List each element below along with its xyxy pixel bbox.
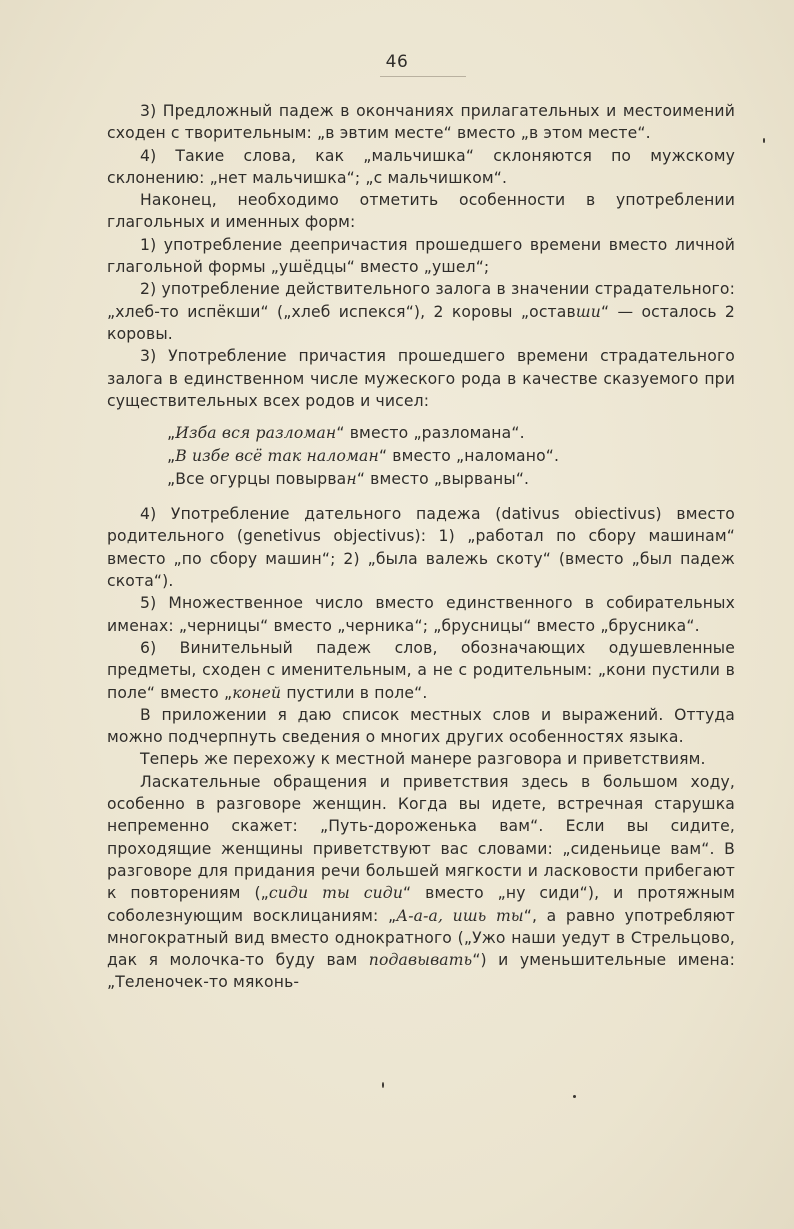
italic-text-run: н xyxy=(346,470,357,489)
quote-line xyxy=(107,445,735,468)
paragraphs-after xyxy=(107,503,735,994)
text-run: В приложении я даю список местных слов и выражений. Оттуда можно подчерпнуть сведения о многих других особенностях языка. xyxy=(107,705,735,747)
paragraph xyxy=(107,503,735,592)
italic-text-run: А-а-а, ишь ты xyxy=(396,906,524,925)
text-run: “ вместо „вырваны“. xyxy=(356,470,530,489)
text-run: 5) Множественное число вместо единственного в собирательных именах: „черницы“ вместо „черника“; „брусницы“ вместо „брусника“. xyxy=(107,594,735,635)
text-run: „ xyxy=(167,424,176,443)
italic-text-run: подавывать xyxy=(368,951,473,970)
text-run: Наконец, необходимо отметить особенности в употреблении глагольных и именных форм: xyxy=(107,191,735,232)
text-run: „Все огурцы повырва xyxy=(167,470,347,489)
paragraphs-before xyxy=(107,100,735,412)
paragraph xyxy=(107,234,735,279)
paragraph xyxy=(107,100,735,145)
text-run: 6) Винительный падеж слов, обозначающих одушевленные предметы, сходен с именительным, а не с родительным: „кони пустили в поле“ вместо „ xyxy=(107,638,735,702)
quote-line xyxy=(107,468,735,491)
text-run: “ вместо „наломано“. xyxy=(378,447,560,466)
text-run: 2) употребление действительного залога в значении страдательного: „хлеб-то испёкши“ („хлеб испекся“), 2 коровы „остав xyxy=(107,280,735,321)
text-run: Ласкательные обращения и приветствия здесь в большом ходу, особенно в разговоре женщин. Когда вы идете, встречная старушка непременно скажет: „Путь-дороженька вам“. Если вы сидите, проходящие женщины приветствуют вас словами: „сиденьице вам“. В разговоре для придания речи большей мягкости и ласковости прибегают к повторениям („ xyxy=(107,772,735,903)
text-run: 3) Употребление причастия прошедшего времени страдательного залога в единственном числе мужеского рода в качестве сказуемого при существительных всех родов и чисел: xyxy=(107,347,735,410)
text-run: “) и уменьшительные имена: „Теленочек-то мяконь- xyxy=(107,951,736,992)
print-speck xyxy=(573,1095,576,1098)
text-run: 3) Предложный падеж в окончаниях прилагательных и местоимений сходен с творительным: „в эвтим месте“ вместо „в этом месте“. xyxy=(107,102,735,143)
text-run: Теперь же перехожу к местной манере разговора и приветствиям. xyxy=(140,750,706,769)
body-text xyxy=(107,100,735,994)
paragraph xyxy=(107,278,735,345)
paragraph xyxy=(107,345,735,412)
italic-text-run: сиди ты сиди xyxy=(268,884,404,903)
paragraph xyxy=(107,637,735,704)
page-number: 46 xyxy=(385,52,409,72)
text-run: “, а равно употребляют многократный вид вместо однократного („Ужо наши уедут в Стрельцово, дак я молочка-то буду вам xyxy=(107,906,735,970)
italic-text-run: В избе всё так наломан xyxy=(175,447,379,466)
paragraph xyxy=(107,145,735,190)
text-run: „ xyxy=(167,447,176,466)
paragraph xyxy=(107,704,735,749)
print-speck xyxy=(382,1082,384,1088)
italic-text-run: ши xyxy=(575,302,601,321)
paragraph xyxy=(107,748,735,770)
quote-line xyxy=(107,422,735,445)
text-run: 4) Употребление дательного падежа (dativus obiectivus) вместо родительного (genetivus objectivus): 1) „работал по сбору машинам“ вместо „по сбору машин“; 2) „была валежь скоту“ (вместо „был падеж скота“). xyxy=(107,505,735,591)
text-run: “ — осталось 2 коровы. xyxy=(107,302,735,343)
italic-text-run: Изба вся разломан xyxy=(175,424,337,443)
example-quotes xyxy=(107,422,735,491)
paragraph xyxy=(107,592,735,637)
text-run: “ вместо „разломана“. xyxy=(336,424,525,443)
page-number-rule xyxy=(380,76,466,77)
text-run: “ вместо „ну сиди“), и протяжным соболезнующим восклицаниям: „ xyxy=(107,884,735,925)
text-run: пустили в поле“. xyxy=(281,683,428,702)
text-run: 1) употребление деепричастия прошедшего времени вместо личной глагольной формы „ушёдцы“ вместо „ушел“; xyxy=(107,235,735,277)
text-run: 4) Такие слова, как „мальчишка“ склоняются по мужскому склонению: „нет мальчишка“; „с мальчишком“. xyxy=(107,146,735,187)
paragraph xyxy=(107,771,735,994)
italic-text-run: коней xyxy=(232,683,282,702)
print-speck xyxy=(763,138,765,143)
paragraph xyxy=(107,189,735,234)
